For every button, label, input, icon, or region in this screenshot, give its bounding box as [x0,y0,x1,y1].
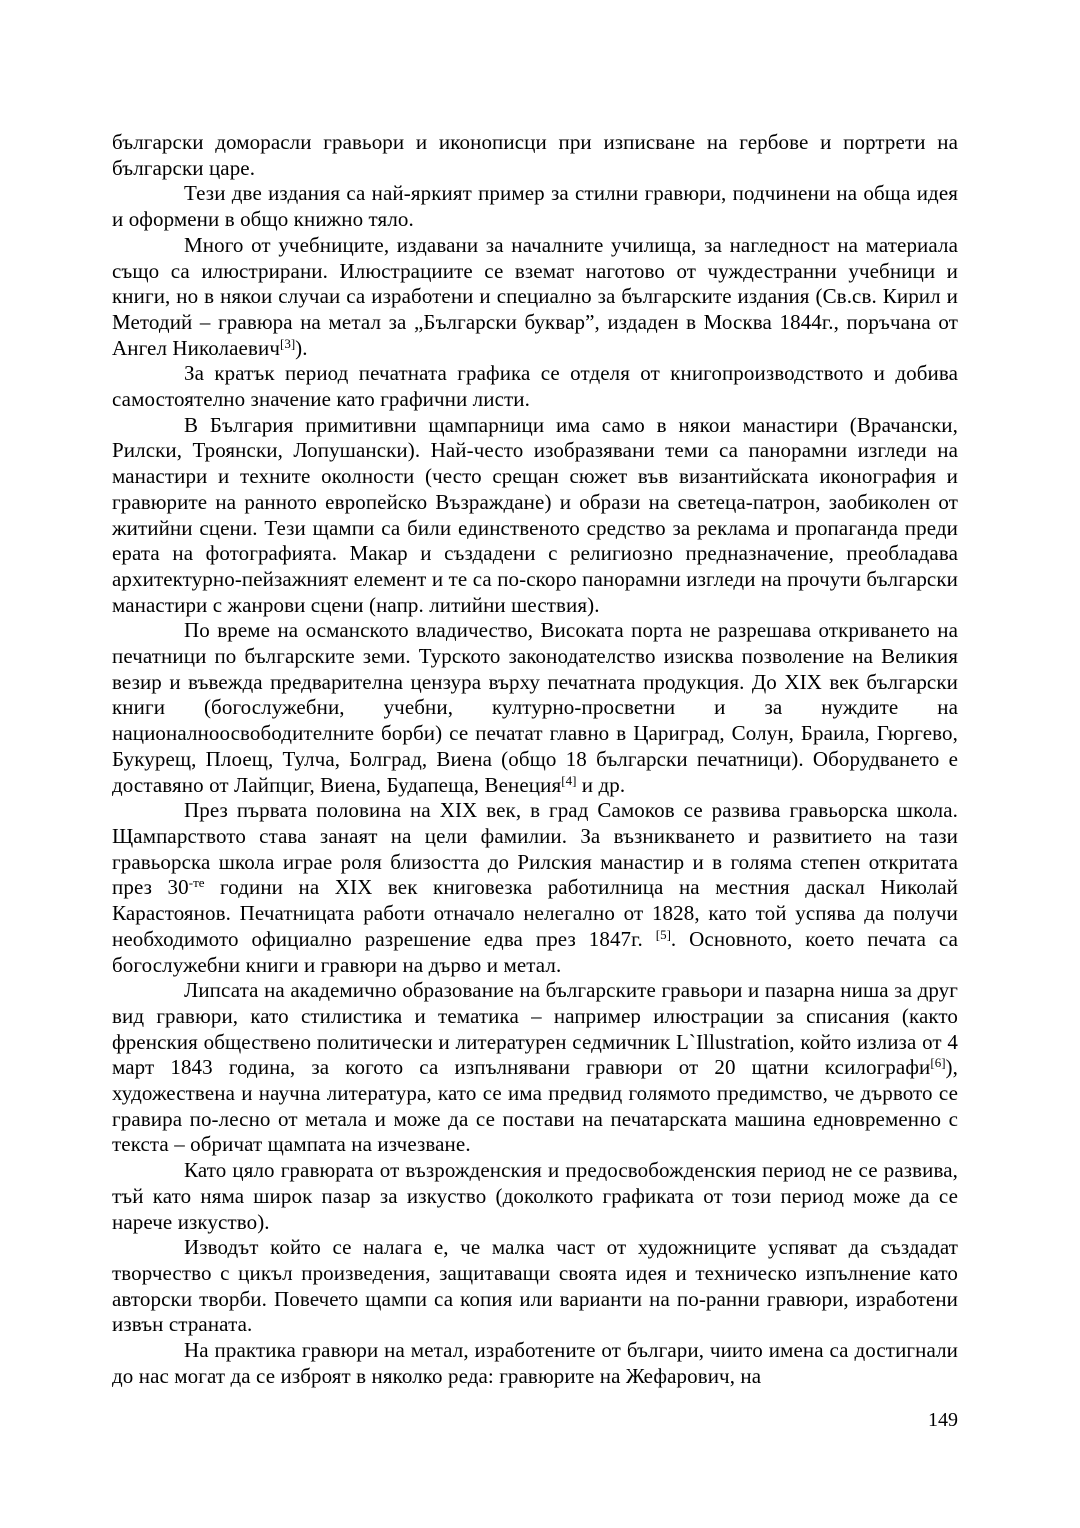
paragraph [112,1235,958,1338]
paragraph-text: Тези две издания са най-яркият пример за стилни гравюри, подчинени на обща идея и оформени в общо книжно тяло. [112,181,958,232]
paragraph-text: Като цяло гравюрата от възрожденския и предосвобожденския период не се развива, тъй като няма широк пазар за изкуство (доколкото графиката от този период може да се нарече изкуство). [112,1158,958,1234]
paragraph-text: ). [295,335,308,360]
paragraph-text: В България примитивни щампарници има само в някои манастири (Врачански, Рилски, Троянски, Лопушански). Най-често изобразявани теми са панорамни изгледи на манастири и техните околности (често срещан сюжет във византийската иконография и гравюрите на ранното европейско Възраждане) и образи на светеца-патрон, заобиколен от житийни сцени. Тези щампи са били единственото средство за реклама и пропаганда преди ерата на фотографията. Макар и създадени с религиозно предназначение, преобладава архитектурно-пейзажният елемент и те са по-скоро панорамни изгледи на прочути български манастири с жанрови сцени (напр. литийни шествия). [112,412,958,617]
paragraph [112,1158,958,1235]
paragraph-text: български доморасли гравьори и иконописци при изписване на гербове и портрети на български царе. [112,130,958,180]
paragraph-text: На практика гравюри на метал, изработените от българи, чиито имена са достигнали до нас могат да се изброят в няколко реда: гравюрите на Жефарович, на [112,1338,958,1388]
paragraph [112,361,958,412]
paragraph [112,978,958,1158]
paragraph [112,798,958,978]
paragraph-text: През първата половина на XIX век, в град Самоков се развива гравьорска школа. Щампарството става занаят на цели фамилии. За възникването и развитието на тази гравьорска школа играе роля близостта до Рилския манастир и в голяма степен откритата през 30 [112,798,958,900]
paragraph-text: Липсата на академично образование на българските гравьори и пазарна ниша за друг вид гравюри, като стилистика и тематика – например илюстрации за списания (както френския обществено политически и литературен седмичник L`Illustration, който излиза от 4 март 1843 година, за когото са изпълнявани гравюри от 20 щатни ксилографи [112,978,958,1080]
paragraph [112,233,958,362]
paragraph [112,618,958,798]
paragraph [112,130,958,181]
footnote-reference: [5] [655,926,671,942]
paragraph-text: Много от учебниците, издавани за началните училища, за нагледност на материала също са илюстрирани. Илюстрациите се вземат наготово от чуждестранни учебници и книги, но в някои случаи са изработени и специално за българските издания (Св.св. Кирил и Методий – гравюра на метал за „Български буквар”, издаден в Москва 1844г., поръчана от Ангел Николаевич [112,232,958,360]
paragraph-text: По време на османското владичество, Високата порта не разрешава откриването на печатници по българските земи. Турското законодателство изисква позволение на Великия везир и въвежда предварителна цензура върху печатната продукция. До XIX век български книги (богослужебни, учебни, културно-просветни и за нуждите на националноосвободителните борби) се печатат главно в Цариград, Солун, Браила, Гюргево, Букурещ, Плоещ, Тулча, Болград, Виена (общо 18 български печатници). Оборудването е доставяно от Лайпциг, Виена, Будапеща, Венеция [112,618,958,797]
paragraph-text: години на XIX век книговезка работилница на местния даскал Николай Карастоянов. Печатницата работи отначало нелегално от 1828, като той успява да получи необходимото официално разрешение едва през 1847г. [112,875,959,951]
footnote-reference: -те [188,875,205,891]
paragraph-text: и др. [576,772,626,797]
paragraph-text: . Основното, което печата са богослужебни книги и гравюри на дърво и метал. [112,926,958,977]
footnote-reference: [6] [930,1055,946,1071]
paragraph-text: За кратък период печатната графика се отделя от книгопроизводството и добива самостоятелно значение като графични листи. [112,361,958,412]
paragraph-text: Изводът който се налага е, че малка част от художниците успяват да създадат творчество с цикъл произведения, защитаващи своята идея и техническо изпълнение като авторски творби. Повечето щампи са копия или варианти на по-ранни гравюри, изработени извън страната. [112,1235,958,1337]
paragraph [112,181,958,232]
footnote-reference: [4] [561,772,577,788]
page-number: 149 [928,1409,958,1431]
text-body [112,130,958,1389]
footnote-reference: [3] [280,335,296,351]
paragraph-text: ), художествена и научна литература, като се има предвид голямото предимство, че дървото се гравира по-лесно от метала и може да се постави на печатарската машина едновременно с текста – обричат щампата на изчезване. [112,1055,958,1157]
paragraph [112,1338,958,1389]
paragraph [112,413,958,619]
